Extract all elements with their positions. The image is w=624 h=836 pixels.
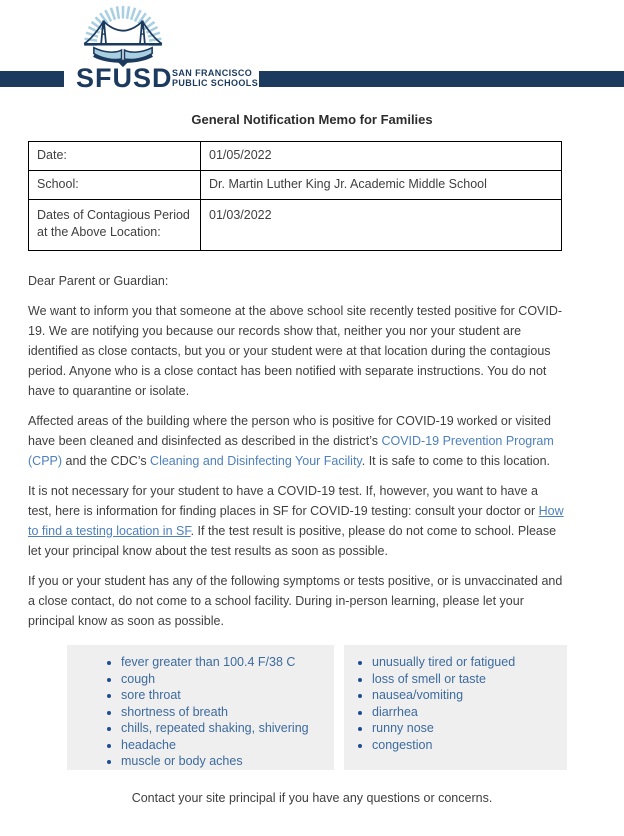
table-row-contagious-period	[29, 200, 562, 251]
district-name-line2: PUBLIC SCHOOLS	[172, 78, 259, 88]
paragraph-text: and the CDC’s	[62, 454, 151, 468]
header	[0, 0, 624, 100]
paragraph-testing	[28, 481, 565, 561]
info-table	[28, 141, 562, 251]
memo-body	[28, 271, 565, 631]
symptom-item: • headache	[121, 737, 334, 754]
symptom-box-right	[344, 645, 567, 770]
testing-location-link[interactable]: How to find a testing location in SF	[28, 504, 564, 538]
symptom-item: • unusually tired or fatigued	[372, 654, 567, 671]
paragraph-cleaning	[28, 411, 565, 471]
paragraph-text: . If the test result is positive, please do not come to school. Please let your principal know about the test results as soon as possible.	[28, 524, 557, 558]
footer-note: Contact your site principal if you have any questions or concerns.	[131, 791, 493, 805]
symptoms-section	[67, 645, 624, 770]
paragraph-text: It is not necessary for your student to have a COVID-19 test. If, however, you want to have a test, here is information for finding places in SF for COVID-19 testing: consult your doctor or	[28, 484, 539, 518]
row-value: Dr. Martin Luther King Jr. Academic Middle School	[201, 171, 562, 200]
row-value: 01/05/2022	[201, 142, 562, 171]
symptom-item: • shortness of breath	[121, 704, 334, 721]
symptom-item: • nausea/vomiting	[372, 687, 567, 704]
symptom-item: • chills, repeated shaking, shivering	[121, 720, 334, 737]
paragraph-symptoms-intro: If you or your student has any of the following symptoms or tests positive, or is unvaccinated and a close contact, do not come to a school facility. During in-person learning, please let your principal know as soon as possible.	[28, 574, 563, 628]
row-label: School:	[29, 171, 201, 200]
sfusd-logo-icon	[72, 2, 174, 70]
row-label: Dates of Contagious Period at the Above Location:	[29, 200, 201, 251]
symptom-item: • fever greater than 100.4 F/38 C	[121, 654, 334, 671]
table-row-school	[29, 171, 562, 200]
symptom-list-right	[344, 645, 567, 753]
symptom-list-left	[67, 645, 334, 770]
sfusd-acronym: SFUSD	[76, 63, 173, 93]
symptom-item: • loss of smell or taste	[372, 671, 567, 688]
symptom-box-left	[67, 645, 334, 770]
symptom-item: • sore throat	[121, 687, 334, 704]
district-name-line1: SAN FRANCISCO	[172, 68, 253, 78]
symptom-item: • cough	[121, 671, 334, 688]
symptom-item: • congestion	[372, 737, 567, 754]
paragraph-notification: We want to inform you that someone at the above school site recently tested positive for COVID-19. We are notifying you because our records show that, neither you nor your student are identified as close contacts, but you or your student were at that location during the contagious period. Anyone who is a close contact has been notified with separate instructions. You do not have to quarantine or isolate.	[28, 304, 563, 398]
cdc-cleaning-link[interactable]: Cleaning and Disinfecting Your Facility	[150, 454, 362, 468]
paragraph-text: Affected areas of the building where the person who is positive for COVID-19 worked or visited have been cleaned and disinfected as described in the district’s	[28, 414, 551, 448]
paragraph-text: . It is safe to come to this location.	[361, 454, 551, 468]
symptom-item: • runny nose	[372, 720, 567, 737]
symptom-item: • diarrhea	[372, 704, 567, 721]
district-name	[172, 68, 258, 88]
salutation: Dear Parent or Guardian:	[28, 274, 169, 288]
memo-title: General Notification Memo for Families	[191, 112, 433, 127]
symptom-item: • muscle or body aches	[121, 753, 334, 770]
cpp-link[interactable]: COVID-19 Prevention Program (CPP)	[28, 434, 554, 468]
row-label: Date:	[29, 142, 201, 171]
row-value: 01/03/2022	[201, 200, 562, 251]
table-row-date	[29, 142, 562, 171]
